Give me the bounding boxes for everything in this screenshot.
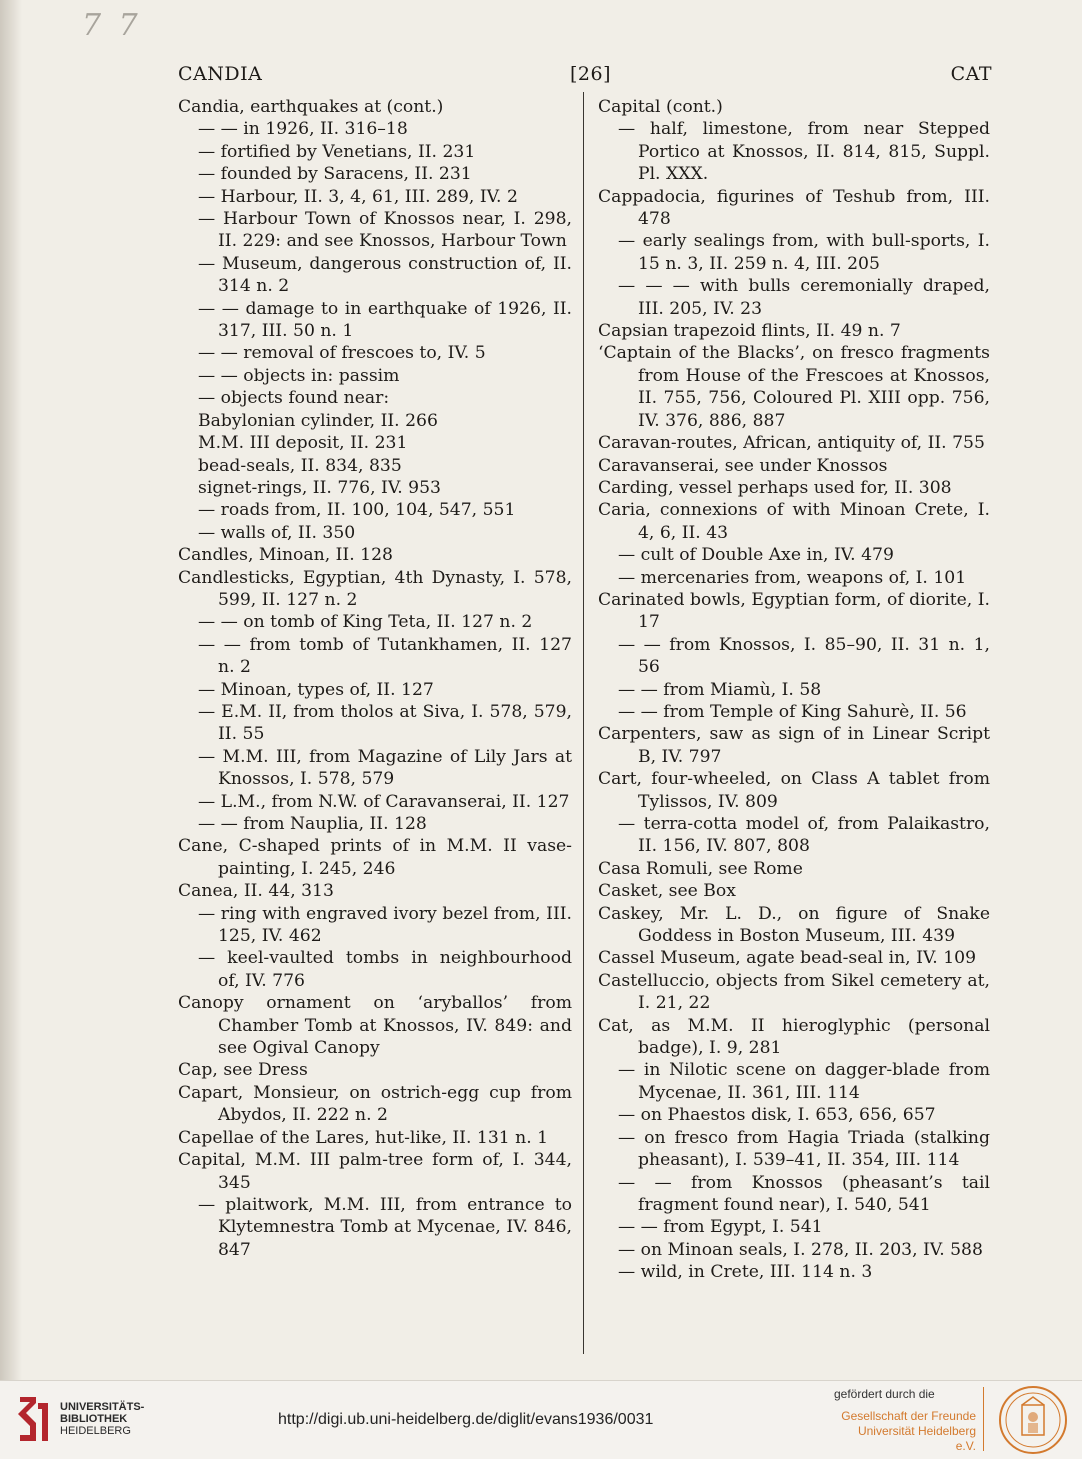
- index-entry: — on Minoan seals, I. 278, II. 203, IV. 588: [618, 1239, 983, 1260]
- index-entry: — — removal of frescoes to, IV. 5: [198, 343, 486, 364]
- index-entry: Casket, see Box: [598, 881, 736, 902]
- index-entry: — — from Temple of King Sahurè, II. 56: [618, 701, 967, 722]
- index-entry: Capsian trapezoid flints, II. 49 n. 7: [598, 321, 901, 342]
- index-entry: Cap, see Dress: [178, 1060, 308, 1081]
- index-entry: Caria, connexions of with Minoan Crete, I. 4, 6, II. 43: [598, 500, 990, 543]
- column-divider: [583, 92, 584, 1354]
- index-entry: Cat, as M.M. II hieroglyphic (personal badge), I. 9, 281: [598, 1015, 990, 1059]
- society-name-line: Gesellschaft der Freunde: [841, 1409, 976, 1423]
- society-name: [838, 1409, 976, 1454]
- index-entry: Cappadocia, figurines of Teshub from, III. 478: [598, 186, 990, 230]
- library-logo-icon: [12, 1393, 54, 1445]
- index-entry: — mercenaries from, weapons of, I. 101: [618, 567, 967, 588]
- index-entry: Canea, II. 44, 313: [178, 881, 334, 902]
- index-entry: — wild, in Crete, III. 114 n. 3: [618, 1262, 873, 1283]
- index-entry: — — from Knossos, I. 85–90, II. 31 n. 1, 56: [618, 634, 990, 678]
- library-name-line: BIBLIOTHEK: [60, 1413, 128, 1425]
- index-entry: Castelluccio, objects from Sikel cemetery at, I. 21, 22: [598, 970, 990, 1014]
- index-entry: — — in 1926, II. 316–18: [198, 119, 408, 140]
- index-entry: — on fresco from Hagia Triada (stalking pheasant), I. 539–41, II. 354, III. 114: [618, 1127, 990, 1171]
- funded-by-label: gefördert durch die: [834, 1387, 935, 1401]
- index-entry: — — — with bulls ceremonially draped, III. 205, IV. 23: [618, 276, 990, 319]
- index-entry: — ring with engraved ivory bezel from, III. 125, IV. 462: [198, 903, 572, 947]
- index-entry: — plaitwork, M.M. III, from entrance to Klytemnestra Tomb at Mycenae, IV. 846, 847: [198, 1194, 572, 1260]
- index-entry: Candles, Minoan, II. 128: [178, 545, 393, 566]
- index-entry: Candia, earthquakes at (cont.): [178, 97, 444, 117]
- index-entry: — L.M., from N.W. of Caravanserai, II. 127: [198, 791, 570, 812]
- index-entry: — founded by Saracens, II. 231: [198, 164, 472, 185]
- running-head: [178, 63, 992, 87]
- index-entry: — — from tomb of Tutankhamen, II. 127 n. 2: [198, 634, 572, 678]
- page-number: [26]: [570, 63, 612, 85]
- index-entry: — Harbour, II. 3, 4, 61, III. 289, IV. 2: [198, 186, 518, 207]
- running-head-right: CAT: [950, 63, 992, 85]
- index-entry: ‘Captain of the Blacks’, on fresco fragments from House of the Frescoes at Knossos, II. 755, 756, Coloured Pl. XIII opp. 756, IV. 376, 886, 887: [598, 343, 990, 431]
- index-entry: — — from Knossos (pheasant’s tail fragment found near), I. 540, 541: [618, 1172, 990, 1215]
- index-entry: bead-seals, II. 834, 835: [198, 455, 402, 476]
- index-entry: Carinated bowls, Egyptian form, of diorite, I. 17: [598, 589, 990, 633]
- index-entry: Cart, four-wheeled, on Class A tablet from Tylissos, IV. 809: [598, 769, 990, 812]
- index-entry: — early sealings from, with bull-sports, I. 15 n. 3, II. 259 n. 4, III. 205: [618, 231, 990, 274]
- university-seal-icon: [998, 1385, 1068, 1455]
- footer-divider: [983, 1387, 984, 1451]
- index-entry: — terra-cotta model of, from Palaikastro, II. 156, IV. 807, 808: [618, 814, 990, 857]
- running-head-left: CANDIA: [178, 63, 263, 85]
- index-entry: Cane, C-shaped prints of in M.M. II vase-painting, I. 245, 246: [178, 836, 572, 879]
- index-entry: — E.M. II, from tholos at Siva, I. 578, 579, II. 55: [198, 701, 572, 745]
- index-entry: M.M. III deposit, II. 231: [198, 433, 408, 454]
- index-entry: — half, limestone, from near Stepped Portico at Knossos, II. 814, 815, Suppl. Pl. XXX.: [618, 119, 990, 185]
- index-entry: Caravan-routes, African, antiquity of, II. 755: [598, 433, 985, 454]
- permalink-url[interactable]: http://digi.ub.uni-heidelberg.de/diglit/evans1936/0031: [278, 1411, 654, 1428]
- index-entry: Canopy ornament on ‘aryballos’ from Chamber Tomb at Knossos, IV. 849: and see Ogival Canopy: [178, 993, 572, 1059]
- index-entry: Capellae of the Lares, hut-like, II. 131 n. 1: [178, 1127, 549, 1148]
- index-entry: — — damage to in earthquake of 1926, II. 317, III. 50 n. 1: [198, 298, 572, 342]
- index-entry: — — objects in: passim: [198, 365, 400, 386]
- index-entry: — M.M. III, from Magazine of Lily Jars at Knossos, I. 578, 579: [198, 746, 572, 790]
- index-entry: signet-rings, II. 776, IV. 953: [198, 477, 441, 498]
- index-entry: — Harbour Town of Knossos near, I. 298, II. 229: and see Knossos, Harbour Town: [198, 209, 572, 252]
- index-entry: Caskey, Mr. L. D., on figure of Snake Goddess in Boston Museum, III. 439: [598, 903, 990, 947]
- index-entry: — in Nilotic scene on dagger-blade from Mycenae, II. 361, III. 114: [618, 1060, 990, 1103]
- index-entry: — Minoan, types of, II. 127: [198, 679, 434, 700]
- index-entry: — cult of Double Axe in, IV. 479: [618, 545, 894, 566]
- library-name-line: UNIVERSITÄTS-: [60, 1401, 145, 1413]
- index-entry: Capart, Monsieur, on ostrich-egg cup from Abydos, II. 222 n. 2: [178, 1082, 572, 1126]
- index-entry: — walls of, II. 350: [198, 522, 356, 543]
- library-name-line: HEIDELBERG: [60, 1425, 131, 1437]
- society-name-line: Universität Heidelberg e.V.: [857, 1424, 976, 1453]
- pencil-annotation: 7 7: [82, 8, 142, 43]
- index-entry: Carpenters, saw as sign of in Linear Script B, IV. 797: [598, 724, 990, 767]
- index-entry: Caravanserai, see under Knossos: [598, 455, 888, 476]
- index-entry: Capital (cont.): [598, 97, 723, 117]
- index-entry: — objects found near:: [198, 388, 390, 409]
- index-column-right: [598, 96, 990, 1284]
- index-entry: — fortified by Venetians, II. 231: [198, 141, 476, 162]
- index-column-left: [178, 96, 572, 1261]
- index-entry: Capital, M.M. III palm-tree form of, I. 344, 345: [178, 1150, 572, 1193]
- index-entry: — Museum, dangerous construction of, II. 314 n. 2: [198, 253, 572, 297]
- index-entry: — — on tomb of King Teta, II. 127 n. 2: [198, 612, 533, 633]
- index-entry: Casa Romuli, see Rome: [598, 858, 803, 879]
- index-entry: Candlesticks, Egyptian, 4th Dynasty, I. 578, 599, II. 127 n. 2: [178, 567, 572, 610]
- index-entry: Babylonian cylinder, II. 266: [198, 410, 438, 431]
- index-entry: — — from Nauplia, II. 128: [198, 814, 427, 834]
- index-entry: Cassel Museum, agate bead-seal in, IV. 109: [598, 948, 977, 969]
- index-entry: Carding, vessel perhaps used for, II. 308: [598, 477, 952, 498]
- index-entry: — keel-vaulted tombs in neighbourhood of, IV. 776: [198, 948, 572, 991]
- index-entry: — — from Miamù, I. 58: [618, 679, 822, 700]
- index-entry: — on Phaestos disk, I. 653, 656, 657: [618, 1105, 936, 1126]
- index-entry: — roads from, II. 100, 104, 547, 551: [198, 500, 516, 521]
- library-name: [60, 1401, 144, 1437]
- index-entry: — — from Egypt, I. 541: [618, 1217, 823, 1238]
- digitization-footer: [0, 1380, 1082, 1459]
- page-binding-edge: [0, 0, 22, 1380]
